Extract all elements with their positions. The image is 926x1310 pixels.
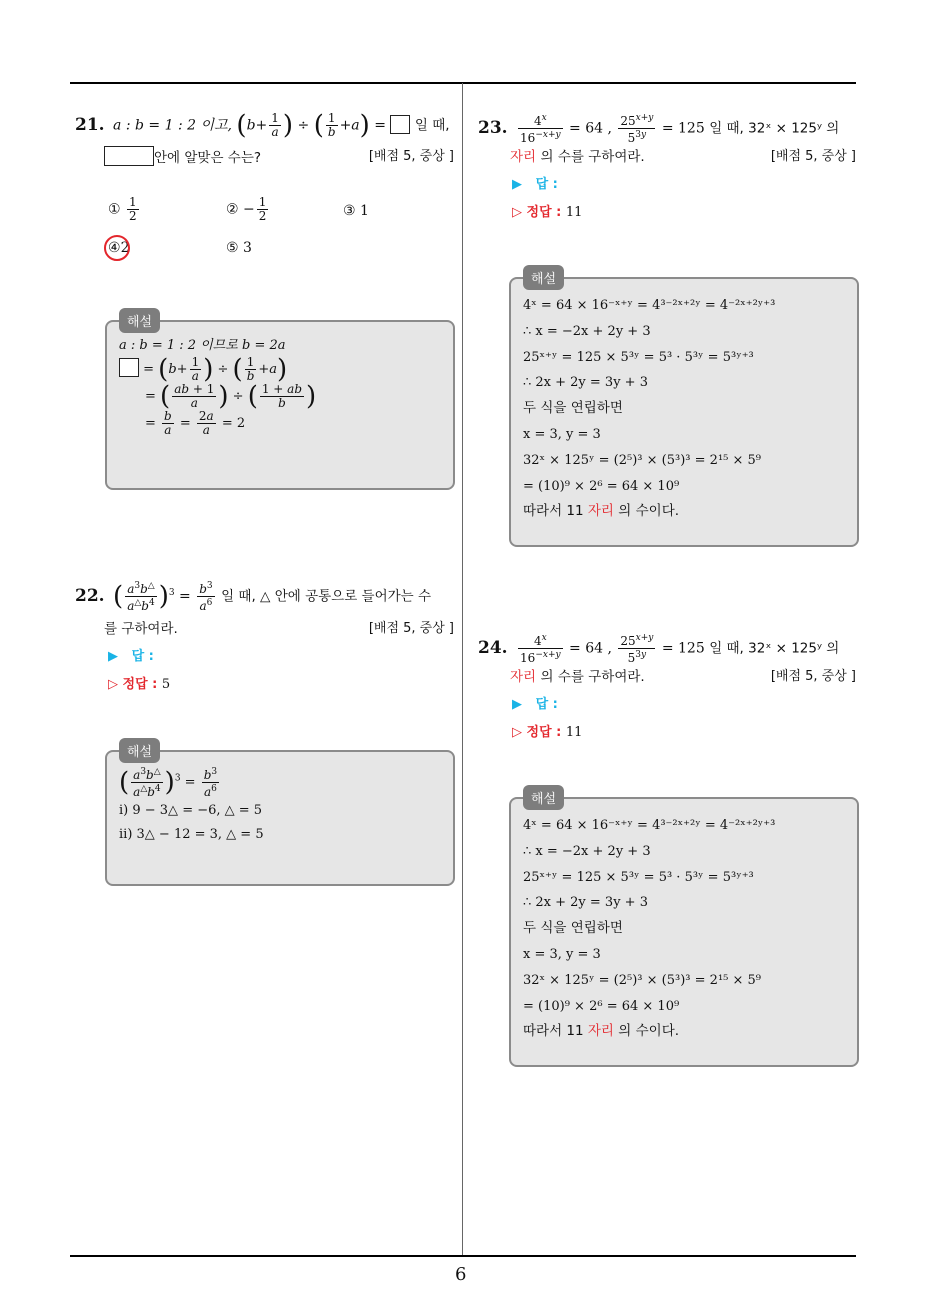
question-number: 21. (75, 114, 105, 135)
sol-line: x = 3, y = 3 (523, 426, 601, 442)
sol-line: = ( $\frac{ab + 1}{a}$ ) ÷ ( $\frac{1 + ab}{b}$ ) (145, 381, 317, 412)
q24-meta: [배점 5, 중상 ] (770, 669, 856, 684)
sol-line: = (10)⁹ × 2⁶ = 64 × 10⁹ (523, 998, 680, 1014)
sol-line: ∴ x = −2x + 2y + 3 (523, 323, 651, 339)
choice-4-value: 2 (120, 240, 130, 256)
question-number: 24. (478, 637, 508, 658)
q22-stem-b: 를 구하여라. (104, 621, 178, 637)
explanation-box-24 (509, 792, 859, 1067)
q24-stem-b: 의 수를 구하여라. (540, 669, 645, 685)
correct-line-23: ▷ 정답 : 11 (512, 205, 583, 220)
explanation-tag: 해설 (523, 265, 564, 290)
q21-stem-b: 일 때, (414, 117, 450, 134)
correct-label: 정답 : (122, 677, 158, 692)
q24-stem-a: 일 때, 32ˣ × 125ʸ 의 (709, 640, 840, 657)
correct-answer: 5 (161, 677, 171, 692)
page-number: 6 (455, 1264, 467, 1285)
sol-line: 32ˣ × 125ʸ = (2⁵)³ × (5³)³ = 2¹⁵ × 5⁹ (523, 972, 762, 988)
explanation-box-23 (509, 272, 859, 547)
q21-meta: [배점 5, 중상 ] (368, 149, 454, 164)
answer-line-22: ▶ 답 : (108, 649, 154, 664)
column-divider (462, 83, 463, 1256)
question-number: 23. (478, 117, 508, 138)
sol-line: ∴ 2x + 2y = 3y + 3 (523, 375, 648, 391)
sol-line: 따라서 11 자리 의 수이다. (523, 503, 680, 520)
question-21-line2 (104, 146, 454, 169)
sol-line: ∴ 2x + 2y = 3y + 3 (523, 895, 648, 911)
correct-label: 정답 : (526, 205, 562, 220)
question-number: 22. (75, 585, 105, 606)
question-22-line2 (104, 618, 454, 640)
question-24: 24. $\frac{4^x}{16^{-x+y}}$ = 64 , $\frac{25^{x+y}}{5^{3y}}$ = 125 일 때, 32ˣ × 125ʸ 의 (478, 633, 840, 665)
correct-line-22: ▷ 정답 : 5 (108, 677, 171, 692)
sol-line: 4ˣ = 64 × 16⁻ˣ⁺ʸ = 4³⁻²ˣ⁺²ʸ = 4⁻²ˣ⁺²ʸ⁺³ (523, 298, 776, 313)
blank-box (390, 115, 410, 134)
question-23: 23. $\frac{4^x}{16^{-x+y}}$ = 64 , $\frac{25^{x+y}}{5^{3y}}$ = 125 일 때, 32ˣ × 125ʸ 의 (478, 113, 840, 145)
explanation-box-21 (105, 315, 455, 490)
sol-line: a : b = 1 : 2 이므로 b = 2a (119, 338, 286, 353)
top-rule (70, 82, 856, 84)
sol-line: = (b+ $\frac{1}{a}$ ) ÷ ( $\frac{1}{b}$ +a) (119, 356, 441, 383)
answer-line-23: ▶ 답 : (512, 177, 558, 192)
sol-line: ( $\frac{a^3b^\triangle}{a^\triangle b^4}$ )$^3$ = $\frac{b^3}{a^6}$ (119, 767, 218, 799)
choice-2[interactable]: ② − $\frac{1}{2}$ (226, 195, 267, 223)
sol-line: 32ˣ × 125ʸ = (2⁵)³ × (5³)³ = 2¹⁵ × 5⁹ (523, 452, 762, 468)
question-23-line2 (510, 146, 856, 168)
correct-line-24: ▷ 정답 : 11 (512, 725, 583, 740)
sol-line: ⅱ) 3△ − 12 = 3, △ = 5 (119, 827, 264, 842)
choice-4[interactable]: ④2 (108, 240, 130, 256)
question-24-line2 (510, 666, 856, 688)
choice-1[interactable]: ① $\frac{1}{2}$ (108, 195, 137, 223)
correct-answer: 11 (565, 205, 583, 220)
correct-label: 정답 : (526, 725, 562, 740)
sol-line: 두 식을 연립하면 (523, 400, 623, 417)
explanation-tag: 해설 (523, 785, 564, 810)
q21-stem-c: 안에 알맞은 수는? (154, 150, 262, 166)
answer-label: 답 : (535, 177, 558, 192)
answer-label: 답 : (535, 697, 558, 712)
q22-meta: [배점 5, 중상 ] (368, 621, 454, 636)
q21-stem-a: a : b = 1 : 2 이고, (113, 117, 232, 134)
sol-line: 25ˣ⁺ʸ = 125 × 5³ʸ = 5³ · 5³ʸ = 5³ʸ⁺³ (523, 869, 754, 885)
explanation-tag: 해설 (119, 738, 160, 763)
q23-meta: [배점 5, 중상 ] (770, 149, 856, 164)
question-22: 22. ( $\frac{a^3b^\triangle}{a^\triangle b^4}$ )$^3$ = $\frac{b^3}{a^6}$ 일 때, △ 안에 공통으로 들어가는 수 (75, 581, 432, 613)
correct-answer: 11 (565, 725, 583, 740)
q23-stem-a: 일 때, 32ˣ × 125ʸ 의 (709, 120, 840, 137)
q22-stem-a: 일 때, △ 안에 공통으로 들어가는 수 (221, 588, 432, 605)
question-21: 21. a : b = 1 : 2 이고, (b+ $\frac{1}{a}$ ) ÷ ( $\frac{1}{b}$ +a) = 일 때, (75, 110, 450, 141)
sol-line: x = 3, y = 3 (523, 946, 601, 962)
q24-stem-red: 자리 (510, 669, 537, 685)
answer-line-24: ▶ 답 : (512, 697, 558, 712)
q23-stem-b: 의 수를 구하여라. (540, 149, 645, 165)
sol-line: = $\frac{b}{a}$ = $\frac{2a}{a}$ = 2 (145, 409, 246, 437)
answer-label: 답 : (131, 649, 154, 664)
q23-stem-red: 자리 (510, 149, 537, 165)
sol-line: 따라서 11 자리 의 수이다. (523, 1023, 680, 1040)
sol-line: 두 식을 연립하면 (523, 920, 623, 937)
explanation-tag: 해설 (119, 308, 160, 333)
sol-line: = (10)⁹ × 2⁶ = 64 × 10⁹ (523, 478, 680, 494)
sol-line: 4ˣ = 64 × 16⁻ˣ⁺ʸ = 4³⁻²ˣ⁺²ʸ = 4⁻²ˣ⁺²ʸ⁺³ (523, 818, 776, 833)
choice-3[interactable]: ③ 1 (343, 203, 369, 219)
choice-5[interactable]: ⑤ 3 (226, 240, 252, 256)
blank-rect (104, 146, 154, 166)
sol-line: 25ˣ⁺ʸ = 125 × 5³ʸ = 5³ · 5³ʸ = 5³ʸ⁺³ (523, 349, 754, 365)
selected-answer-circle (104, 235, 130, 261)
sol-line: ∴ x = −2x + 2y + 3 (523, 843, 651, 859)
sol-line: ⅰ) 9 − 3△ = −6, △ = 5 (119, 803, 263, 818)
explanation-box-22 (105, 745, 455, 886)
bottom-rule (70, 1255, 856, 1257)
